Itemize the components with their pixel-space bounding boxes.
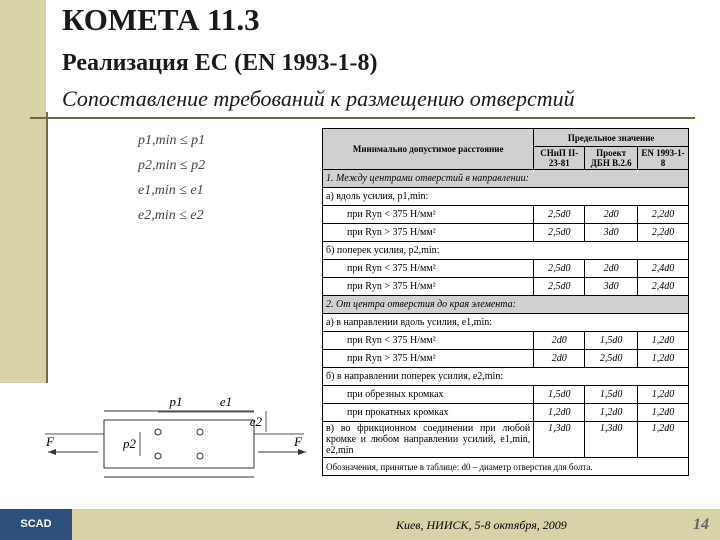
- force-arrowhead-right: [298, 449, 306, 455]
- table-subsection-row: [323, 188, 689, 206]
- scad-logo: SCAD: [0, 509, 72, 540]
- cell-dbn: 1,5d0: [585, 386, 638, 404]
- cell-en: 2,2d0: [638, 206, 689, 224]
- label-force-right: F: [294, 434, 302, 449]
- cell-dbn: 1,2d0: [585, 404, 638, 422]
- subsection-edge-along: а) в направлении вдоль усилия, e1,min:: [323, 314, 689, 332]
- table-section-row: [323, 170, 689, 188]
- cell-snip: 2,5d0: [534, 224, 585, 242]
- cell-dbn: 3d0: [585, 224, 638, 242]
- table-note-row: [323, 458, 689, 476]
- row-label: при Rуn > 375 Н/мм²: [323, 350, 534, 368]
- header-rule: [30, 117, 695, 119]
- force-arrowhead-left: [48, 449, 56, 455]
- cell-en: 2,2d0: [638, 224, 689, 242]
- cell-dbn: 2d0: [585, 260, 638, 278]
- header-col-en: EN 1993-1-8: [638, 147, 689, 170]
- table-row: [323, 404, 689, 422]
- cell-snip: 1,2d0: [534, 404, 585, 422]
- section-to-edge: 2. От центра отверстия до края элемента:: [323, 296, 689, 314]
- cell-en: 2,4d0: [638, 278, 689, 296]
- cell-snip: 1,5d0: [534, 386, 585, 404]
- cell-snip: 2,5d0: [534, 206, 585, 224]
- row-label: при Rуn < 375 Н/мм²: [323, 332, 534, 350]
- label-p2: p2: [123, 436, 136, 451]
- cell-snip: 2,5d0: [534, 278, 585, 296]
- cell-dbn: 2,5d0: [585, 350, 638, 368]
- table-row: [323, 278, 689, 296]
- slide-subtitle: Реализация ЕС (EN 1993-1-8): [62, 50, 378, 76]
- row-label: при обрезных кромках: [323, 386, 534, 404]
- cell-snip: 2d0: [534, 332, 585, 350]
- table-row: [323, 224, 689, 242]
- table-header-row: [323, 129, 689, 147]
- row-label: при прокатных кромках: [323, 404, 534, 422]
- page-number: 14: [693, 516, 709, 533]
- row-label: при Rуn < 375 Н/мм²: [323, 206, 534, 224]
- row-label: при Rуn < 375 Н/мм²: [323, 260, 534, 278]
- bolt-layout-drawing: [40, 382, 315, 492]
- row-label: при Rуn > 375 Н/мм²: [323, 224, 534, 242]
- table-section-row: [323, 296, 689, 314]
- table-row: [323, 206, 689, 224]
- table-subsection-row: [323, 368, 689, 386]
- slide-title: КОМЕТА 11.3: [62, 2, 260, 37]
- cell-dbn: 2d0: [585, 206, 638, 224]
- slide-subtitle-secondary: Сопоставление требований к размещению отверстий: [62, 86, 575, 111]
- formula-item: e2,min ≤ e2: [138, 208, 204, 223]
- label-e2: e2: [249, 414, 262, 429]
- label-e1: e1: [219, 394, 233, 409]
- cell-en: 1,2d0: [638, 350, 689, 368]
- footer-bar: [0, 509, 720, 540]
- cell-snip: 2,5d0: [534, 260, 585, 278]
- cell-dbn: 3d0: [585, 278, 638, 296]
- footer-text: Киев, НИИСК, 5-8 октября, 2009: [396, 518, 567, 532]
- label-force-left: F: [46, 434, 54, 449]
- header-limit-value: Предельное значение: [534, 129, 689, 147]
- cell-snip: 1,3d0: [534, 422, 585, 458]
- cell-en: 1,2d0: [638, 386, 689, 404]
- table-row: [323, 422, 689, 458]
- header-col-dbn: Проект ДБН В.2.6: [585, 147, 638, 170]
- left-decor-bar: [0, 0, 46, 383]
- cell-dbn: 1,5d0: [585, 332, 638, 350]
- formula-item: e1,min ≤ e1: [138, 183, 204, 198]
- header-min-distance: Минимально допустимое расстояние: [323, 129, 534, 170]
- table-subsection-row: [323, 314, 689, 332]
- formula-item: p2,min ≤ p2: [138, 158, 206, 173]
- requirements-table: [322, 128, 689, 476]
- table-row: [323, 260, 689, 278]
- cell-en: 1,2d0: [638, 332, 689, 350]
- cell-dbn: 1,3d0: [585, 422, 638, 458]
- formula-list: [138, 128, 238, 228]
- table-row: [323, 332, 689, 350]
- section-between-holes: 1. Между центрами отверстий в направлении:: [323, 170, 689, 188]
- table-note: Обозначения, принятые в таблице: d0 – диаметр отверстия для болта.: [323, 458, 689, 476]
- label-p1: p1: [169, 394, 183, 409]
- cell-en: 1,2d0: [638, 422, 689, 458]
- cell-en: 2,4d0: [638, 260, 689, 278]
- header-col-snip: СНиП II-23-81: [534, 147, 585, 170]
- subsection-across-force: б) поперек усилия, p2,min:: [323, 242, 689, 260]
- subsection-edge-across: б) в направлении поперек усилия, e2,min:: [323, 368, 689, 386]
- formula-item: p1,min ≤ p1: [138, 133, 206, 148]
- table-row: [323, 386, 689, 404]
- subsection-along-force: а) вдоль усилия, p1,min:: [323, 188, 689, 206]
- row-label: в) во фрикционном соединении при любой кромке и любом направлении усилий, e1,min, e2,min: [323, 422, 534, 458]
- table-subsection-row: [323, 242, 689, 260]
- table-row: [323, 350, 689, 368]
- left-decor-line: [46, 112, 48, 383]
- row-label: при Rуn > 375 Н/мм²: [323, 278, 534, 296]
- cell-en: 1,2d0: [638, 404, 689, 422]
- cell-snip: 2d0: [534, 350, 585, 368]
